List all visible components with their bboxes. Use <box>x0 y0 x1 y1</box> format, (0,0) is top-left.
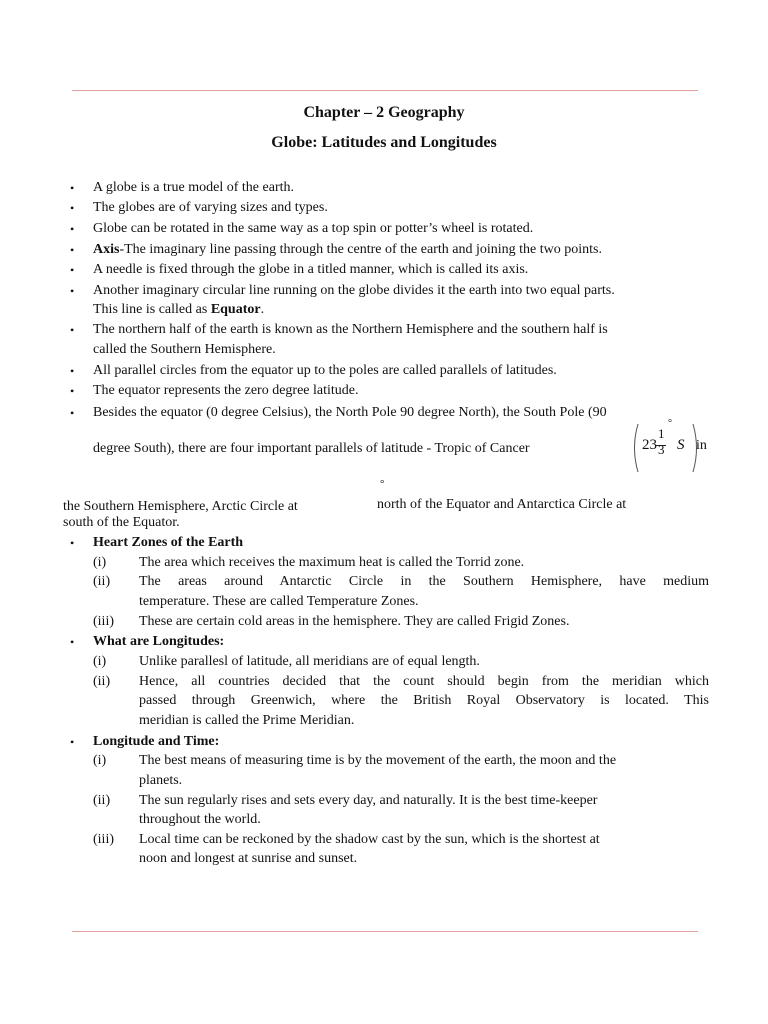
bullet-marker: • <box>70 284 75 298</box>
fraction-direction: S <box>677 437 685 453</box>
list-item: These are certain cold areas in the hemisphere. They are called Frigid Zones. <box>139 614 570 629</box>
section-heading: Heart Zones of the Earth <box>93 535 244 550</box>
list-item: Globe can be rotated in the same way as a top spin or potter’s wheel is rotated. <box>93 221 534 236</box>
in-word: in <box>696 438 707 453</box>
equator-term: Equator <box>210 302 261 317</box>
bullet-marker: • <box>70 364 75 378</box>
list-item: A globe is a true model of the earth. <box>93 180 294 195</box>
item-number: (iii) <box>93 832 114 847</box>
degree-symbol: ° <box>380 478 385 490</box>
list-item: The best means of measuring time is by the movement of the earth, the moon and the <box>139 753 617 768</box>
axis-definition: -The imaginary line passing through the centre of the earth and joining the two points. <box>119 242 602 257</box>
list-item: The sun regularly rises and sets every day, and naturally. It is the best time-keeper <box>139 793 598 808</box>
top-divider <box>72 90 698 91</box>
list-item: Hence, all countries decided that the count should begin from the meridian which <box>139 674 709 689</box>
item-number: (i) <box>93 654 107 669</box>
chapter-title: Chapter – 2 Geography <box>303 104 465 121</box>
list-item: Unlike parallesl of latitude, all meridians are of equal length. <box>139 654 480 669</box>
list-item: The northern half of the earth is known as the Northern Hemisphere and the southern half is <box>93 322 608 337</box>
list-item-continuation: north of the Equator and Antarctica Circle at <box>377 497 627 512</box>
bullet-marker: • <box>70 181 75 195</box>
item-number: (ii) <box>93 674 111 689</box>
period: . <box>260 302 265 317</box>
item-number: (iii) <box>93 614 114 629</box>
degree-symbol: ° <box>668 418 672 429</box>
axis-term: Axis <box>93 242 120 257</box>
equator-intro: This line is called as <box>93 302 211 317</box>
list-item-continuation: degree South), there are four important parallels of latitude - Tropic of Cancer <box>93 441 530 456</box>
list-item: All parallel circles from the equator up to the poles are called parallels of latitudes. <box>93 363 557 378</box>
section-heading: What are Longitudes: <box>93 634 225 649</box>
bottom-divider <box>72 931 698 932</box>
bullet-marker: • <box>70 384 75 398</box>
fraction-denominator: 3 <box>658 442 665 457</box>
item-number: (ii) <box>93 793 111 808</box>
bullet-marker: • <box>70 323 75 337</box>
bullet-marker: • <box>70 243 75 257</box>
list-item-continuation: planets. <box>139 773 183 788</box>
list-item-continuation <box>93 300 264 320</box>
list-item: The globes are of varying sizes and types. <box>93 200 328 215</box>
list-item: Another imaginary circular line running on the globe divides it the earth into two equal parts. <box>93 283 615 298</box>
list-item: Local time can be reckoned by the shadow cast by the sun, which is the shortest at <box>139 832 600 847</box>
list-item-continuation: throughout the world. <box>139 812 261 827</box>
fraction-whole: 23 <box>642 437 657 453</box>
item-number: (i) <box>93 555 107 570</box>
bullet-marker: • <box>70 201 75 215</box>
section-heading: Longitude and Time: <box>93 734 220 749</box>
bullet-marker: • <box>70 222 75 236</box>
bullet-marker: • <box>70 735 75 749</box>
item-number: (ii) <box>93 574 111 589</box>
page-subtitle: Globe: Latitudes and Longitudes <box>271 134 497 151</box>
fraction-numerator: 1 <box>658 426 665 441</box>
list-item: The equator represents the zero degree latitude. <box>93 383 359 398</box>
item-number: (i) <box>93 753 107 768</box>
bullet-marker: • <box>70 635 75 649</box>
bullet-marker: • <box>70 406 75 420</box>
list-item: A needle is fixed through the globe in a titled manner, which is called its axis. <box>93 262 529 277</box>
list-item-continuation: south of the Equator. <box>63 515 180 530</box>
list-item-continuation: called the Southern Hemisphere. <box>93 342 276 357</box>
list-item <box>93 240 602 260</box>
list-item-continuation: noon and longest at sunrise and sunset. <box>139 851 358 866</box>
list-item-continuation: passed through Greenwich, where the British Royal Observatory is located. This <box>139 693 709 708</box>
list-item: Besides the equator (0 degree Celsius), the North Pole 90 degree North), the South Pole (90 <box>93 405 607 420</box>
list-item-continuation: temperature. These are called Temperature Zones. <box>139 594 419 609</box>
list-item-continuation: the Southern Hemisphere, Arctic Circle at <box>63 499 298 514</box>
list-item: The area which receives the maximum heat is called the Torrid zone. <box>139 555 525 570</box>
list-item: The areas around Antarctic Circle in the Southern Hemisphere, have medium <box>139 574 709 589</box>
bullet-marker: • <box>70 536 75 550</box>
list-item-continuation: meridian is called the Prime Meridian. <box>139 713 355 728</box>
bullet-marker: • <box>70 263 75 277</box>
